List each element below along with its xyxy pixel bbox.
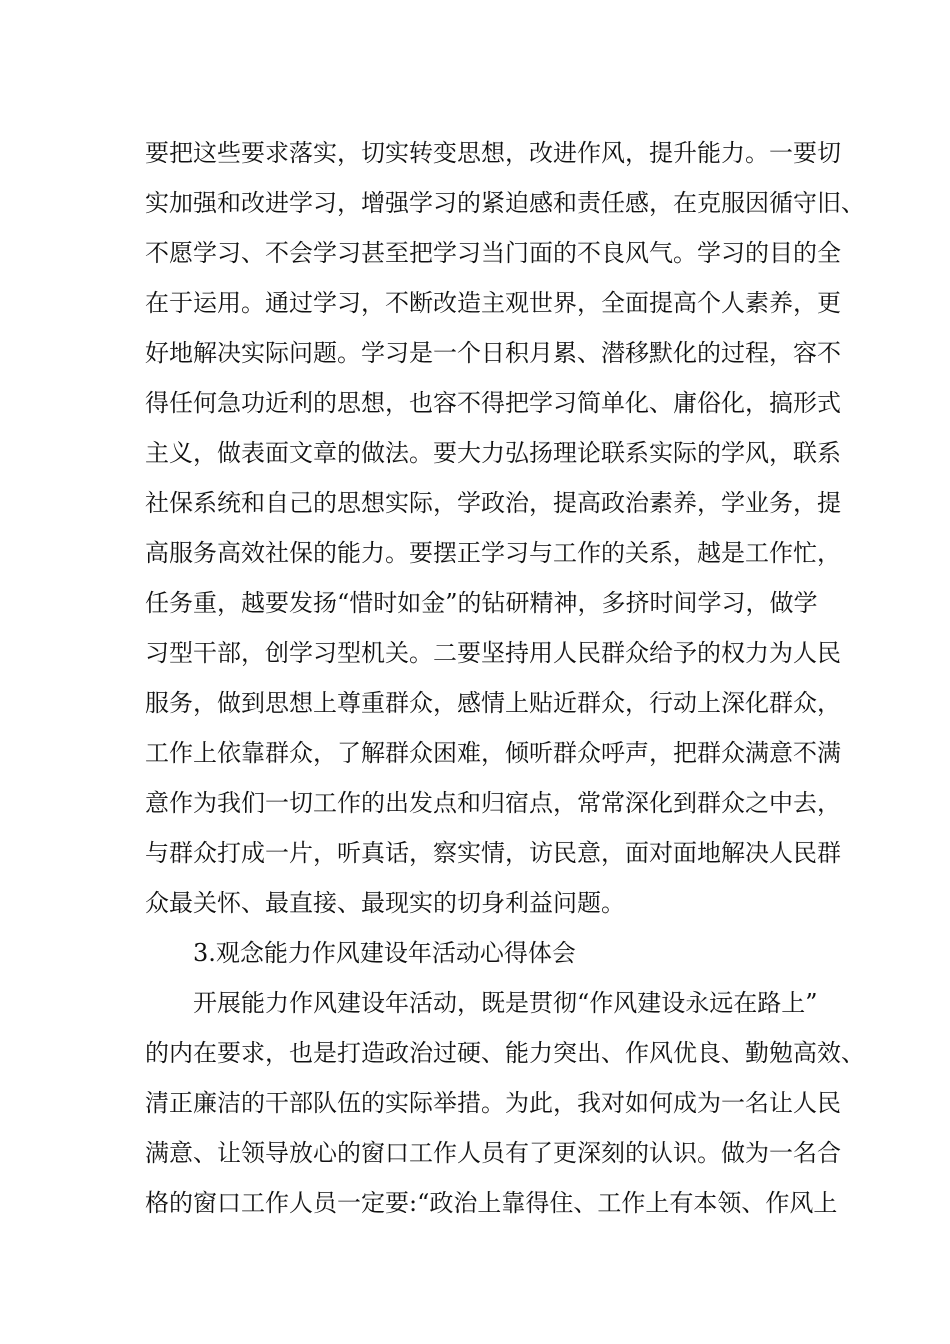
document-body	[145, 133, 865, 1233]
paragraph-line: 高服务高效社保的能力。要摆正学习与工作的关系，越是工作忙，	[145, 539, 841, 567]
paragraph-line: 工作上依靠群众，了解群众困难，倾听群众呼声，把群众满意不满	[145, 739, 841, 767]
paragraph-line: 与群众打成一片，听真话，察实情，访民意，面对面地解决人民群	[145, 839, 841, 867]
paragraph-line: 要把这些要求落实，切实转变思想，改进作风，提升能力。一要切	[145, 139, 841, 167]
paragraph-1	[145, 133, 865, 933]
paragraph-line: 主义，做表面文章的做法。要大力弘扬理论联系实际的学风，联系	[145, 439, 841, 467]
paragraph-line: 得任何急功近利的思想，也容不得把学习简单化、庸俗化，搞形式	[145, 389, 841, 417]
section-heading: 3.观念能力作风建设年活动心得体会	[193, 939, 576, 967]
paragraph-line: 实加强和改进学习，增强学习的紧迫感和责任感，在克服因循守旧、	[145, 189, 865, 217]
paragraph-line: 众最关怀、最直接、最现实的切身利益问题。	[145, 889, 625, 917]
paragraph-line: 格的窗口工作人员一定要:“政治上靠得住、工作上有本领、作风上	[145, 1189, 838, 1217]
paragraph-line: 意作为我们一切工作的出发点和归宿点，常常深化到群众之中去，	[145, 789, 841, 817]
paragraph-line: 的内在要求，也是打造政治过硬、能力突出、作风优良、勤勉高效、	[145, 1039, 865, 1067]
paragraph-line: 服务，做到思想上尊重群众，感情上贴近群众，行动上深化群众，	[145, 689, 841, 717]
paragraph-line: 任务重，越要发扬“惜时如金”的钻研精神，多挤时间学习，做学	[145, 589, 818, 617]
paragraph-line: 在于运用。通过学习，不断改造主观世界，全面提高个人素养，更	[145, 289, 841, 317]
paragraph-line: 社保系统和自己的思想实际，学政治，提高政治素养，学业务，提	[145, 489, 841, 517]
paragraph-line: 好地解决实际问题。学习是一个日积月累、潜移默化的过程，容不	[145, 339, 841, 367]
paragraph-line: 不愿学习、不会学习甚至把学习当门面的不良风气。学习的目的全	[145, 239, 841, 267]
paragraph-line: 开展能力作风建设年活动，既是贯彻“作风建设永远在路上”	[193, 989, 818, 1017]
paragraph-line: 习型干部，创学习型机关。二要坚持用人民群众给予的权力为人民	[145, 639, 841, 667]
paragraph-line: 清正廉洁的干部队伍的实际举措。为此，我对如何成为一名让人民	[145, 1089, 841, 1117]
paragraph-line: 满意、让领导放心的窗口工作人员有了更深刻的认识。做为一名合	[145, 1139, 841, 1167]
paragraph-2	[145, 983, 865, 1233]
